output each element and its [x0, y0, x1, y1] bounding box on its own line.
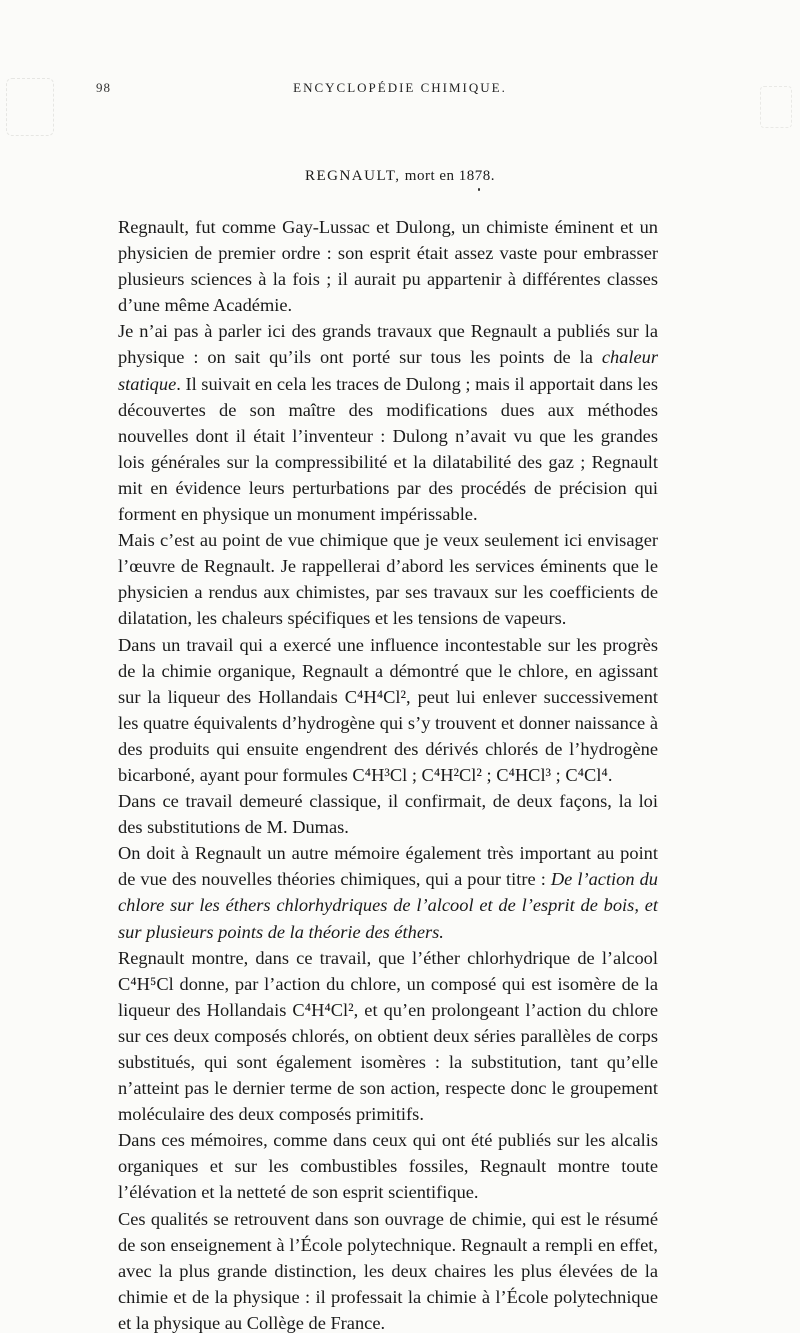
section-heading-subtitle: mort en 1878.: [404, 168, 496, 184]
paragraph-physics: [118, 318, 658, 527]
paragraph-ether-results: Regnault montre, dans ce travail, que l’éther chlorhydrique de l’alcool C⁴H⁵Cl donne, par l’action du chlore, un composé qui est isomère de la liqueur des Hollandais C⁴H⁴Cl², et qu’en prolongeant l’action du chlore sur ces deux composés chlorés, on obtient deux séries parallèles de corps substitués, qui sont également isomères : la substitution, tant qu’elle n’atteint pas le dernier terme de son action, respecte donc le groupement moléculaire des deux composés primitifs.: [118, 947, 658, 1125]
paragraph-chlorine-work: Dans un travail qui a exercé une influence incontestable sur les progrès de la chimie organique, Regnault a démontré que le chlore, en agissant sur la liqueur des Hollandais C⁴H⁴Cl², peut lui enlever successivement les quatre équivalents d’hydrogène qui s’y trouvent et donner naissance à des produits qui ensuite engendrent des dérivés chlorés de l’hydrogène bicarboné, ayant pour formules C⁴H³Cl ; C⁴H²Cl² ; C⁴HCl³ ; C⁴Cl⁴.: [118, 634, 658, 785]
page-number: 98: [96, 80, 111, 95]
paragraph-physics-text: Je n’ai pas à parler ici des grands travaux que Regnault a publiés sur la physique : on sait qu’ils ont porté sur tous les points de la: [118, 321, 658, 368]
paragraph-physics-text-end: . Il suivait en cela les traces de Dulong ; mais il apportait dans les découvertes de son maître des modifications dues aux méthodes nouvelles dont il était l’inventeur : Dulong n’avait vu que les grandes lois générales sur la compressibilité et la dilatabilité des gaz ; Regnault mit en évidence leurs perturbations par des procédés de précision qui forment en physique un monument impérissable.: [118, 373, 658, 525]
section-heading-name: REGNAULT,: [304, 168, 401, 184]
running-head: [0, 80, 800, 104]
journal-title: ENCYCLOPÉDIE CHIMIQUE.: [293, 80, 507, 95]
ink-speck: [478, 188, 480, 191]
paragraph-memoir-title: De l’action du chlore sur les éthers chlorhydriques de l’alcool et de l’esprit de bois, et sur plusieurs points de la théorie des éthers.: [118, 869, 658, 942]
paragraph-teaching: Ces qualités se retrouvent dans son ouvrage de chimie, qui est le résumé de son enseignement à l’École polytechnique. Regnault a rempli en effet, avec la plus grande distinction, les deux chaires les plus élevées de la chimie et de la physique : il professait la chimie à l’École polytechnique et la physique au Collège de France.: [118, 1208, 658, 1333]
paragraph-memoir-text: On doit à Regnault un autre mémoire également très important au point de vue des nouvelles théories chimiques, qui a pour titre :: [118, 843, 658, 890]
paragraph-substitution-law: Dans ce travail demeuré classique, il confirmait, de deux façons, la loi des substitutions de M. Dumas.: [118, 791, 658, 838]
paragraph-intro: Regnault, fut comme Gay-Lussac et Dulong, un chimiste éminent et un physicien de premier ordre : son esprit était assez vaste pour embrasser plusieurs sciences à la fois ; il aurait pu appartenir à différentes classes d’une même Académie.: [118, 217, 658, 316]
article-body: [118, 214, 658, 1336]
paragraph-physics-italic: chaleur statique: [118, 347, 658, 394]
paragraph-chemistry-view: Mais c’est au point de vue chimique que je veux seulement ici envisager l’œuvre de Regnault. Je rappellerai d’abord les services éminents que le physicien a rendus aux chimistes, par ses travaux sur les coefficients de dilatation, les chaleurs spécifiques et les tensions de vapeurs.: [118, 530, 658, 629]
section-heading: [0, 168, 800, 185]
paragraph-memoir: [118, 840, 658, 944]
paragraph-other-memoirs: Dans ces mémoires, comme dans ceux qui ont été publiés sur les alcalis organiques et sur les combustibles fossiles, Regnault montre toute l’élévation et la netteté de son esprit scientifique.: [118, 1130, 658, 1203]
